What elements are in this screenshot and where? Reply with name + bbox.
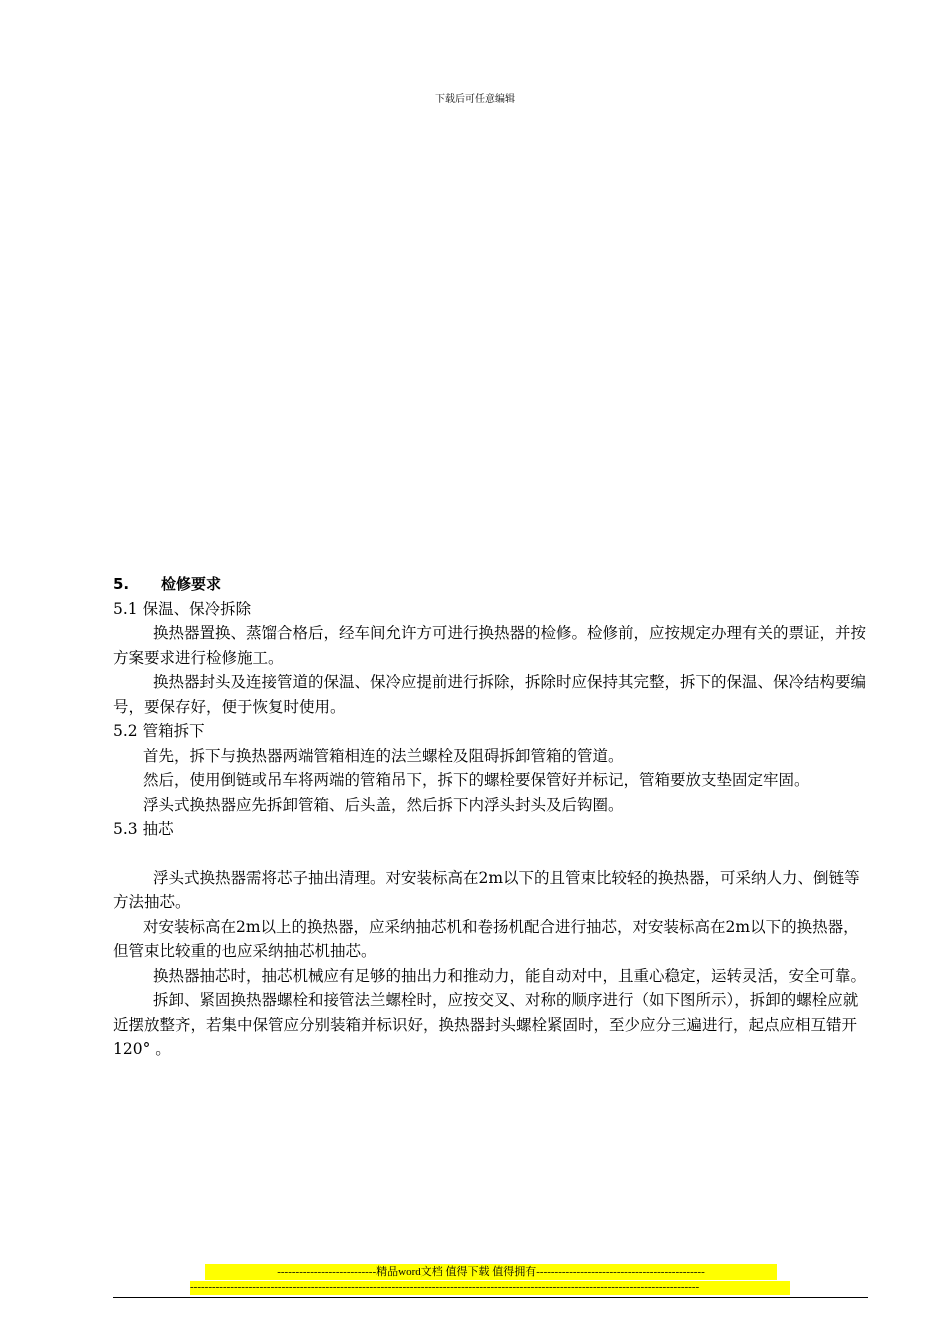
section-title: 检修要求 [161,575,222,593]
paragraph: 首先，拆下与换热器两端管箱相连的法兰螺栓及阻碍拆卸管箱的管道。 [143,746,624,765]
paragraph: 拆卸、紧固换热器螺栓和接管法兰螺栓时，应按交叉、对称的顺序进行（如下图所示），拆卸的螺栓应就近摆放整齐，若集中保管应分别装箱并标识好，换热器封头螺栓紧固时，至少应分三遍进行，起点应相互错开120° 。 [113,991,859,1058]
section-number: 5. [113,575,130,593]
paragraph: 换热器置换、蒸馏合格后，经车间允许方可进行换热器的检修。检修前，应按规定办理有关的票证，并按方案要求进行检修施工。 [113,624,867,667]
footer-banner: ---------------------------精品word文档 值得下载 值得拥有---------------------------------------------- [205,1264,777,1280]
footer-dashes: ------------------------------------------------------------------------------------------------------------------------------------------- [190,1281,790,1295]
subsection-heading-5-1: 5.1 保温、保冷拆除 [113,599,252,618]
paragraph: 浮头式换热器应先拆卸管箱、后头盖，然后拆下内浮头封头及后钩圈。 [143,795,624,814]
paragraph: 浮头式换热器需将芯子抽出清理。对安装标高在2m以下的且管束比较轻的换热器，可采纳人力、倒链等方法抽芯。 [113,868,860,911]
paragraph: 换热器抽芯时，抽芯机械应有足够的抽出力和推动力，能自动对中，且重心稳定，运转灵活，安全可靠。 [153,966,867,985]
subsection-heading-5-2: 5.2 管箱拆下 [113,722,205,740]
footer-rule [113,1297,868,1298]
paragraph: 然后，使用倒链或吊车将两端的管箱吊下，拆下的螺栓要保管好并标记，管箱要放支垫固定牢固。 [143,771,810,789]
document-body [113,572,868,1062]
subsection-heading-5-3: 5.3 抽芯 [113,820,174,838]
page-header: 下载后可任意编辑 [435,94,515,105]
paragraph: 换热器封头及连接管道的保温、保冷应提前进行拆除，拆除时应保持其完整，拆下的保温、保冷结构要编号，要保存好，便于恢复时使用。 [113,673,867,716]
paragraph: 对安装标高在2m以上的换热器，应采纳抽芯机和卷扬机配合进行抽芯，对安装标高在2m以下的换热器，但管束比较重的也应采纳抽芯机抽芯。 [113,917,859,960]
blank-line [113,842,868,866]
section-heading [113,572,868,597]
